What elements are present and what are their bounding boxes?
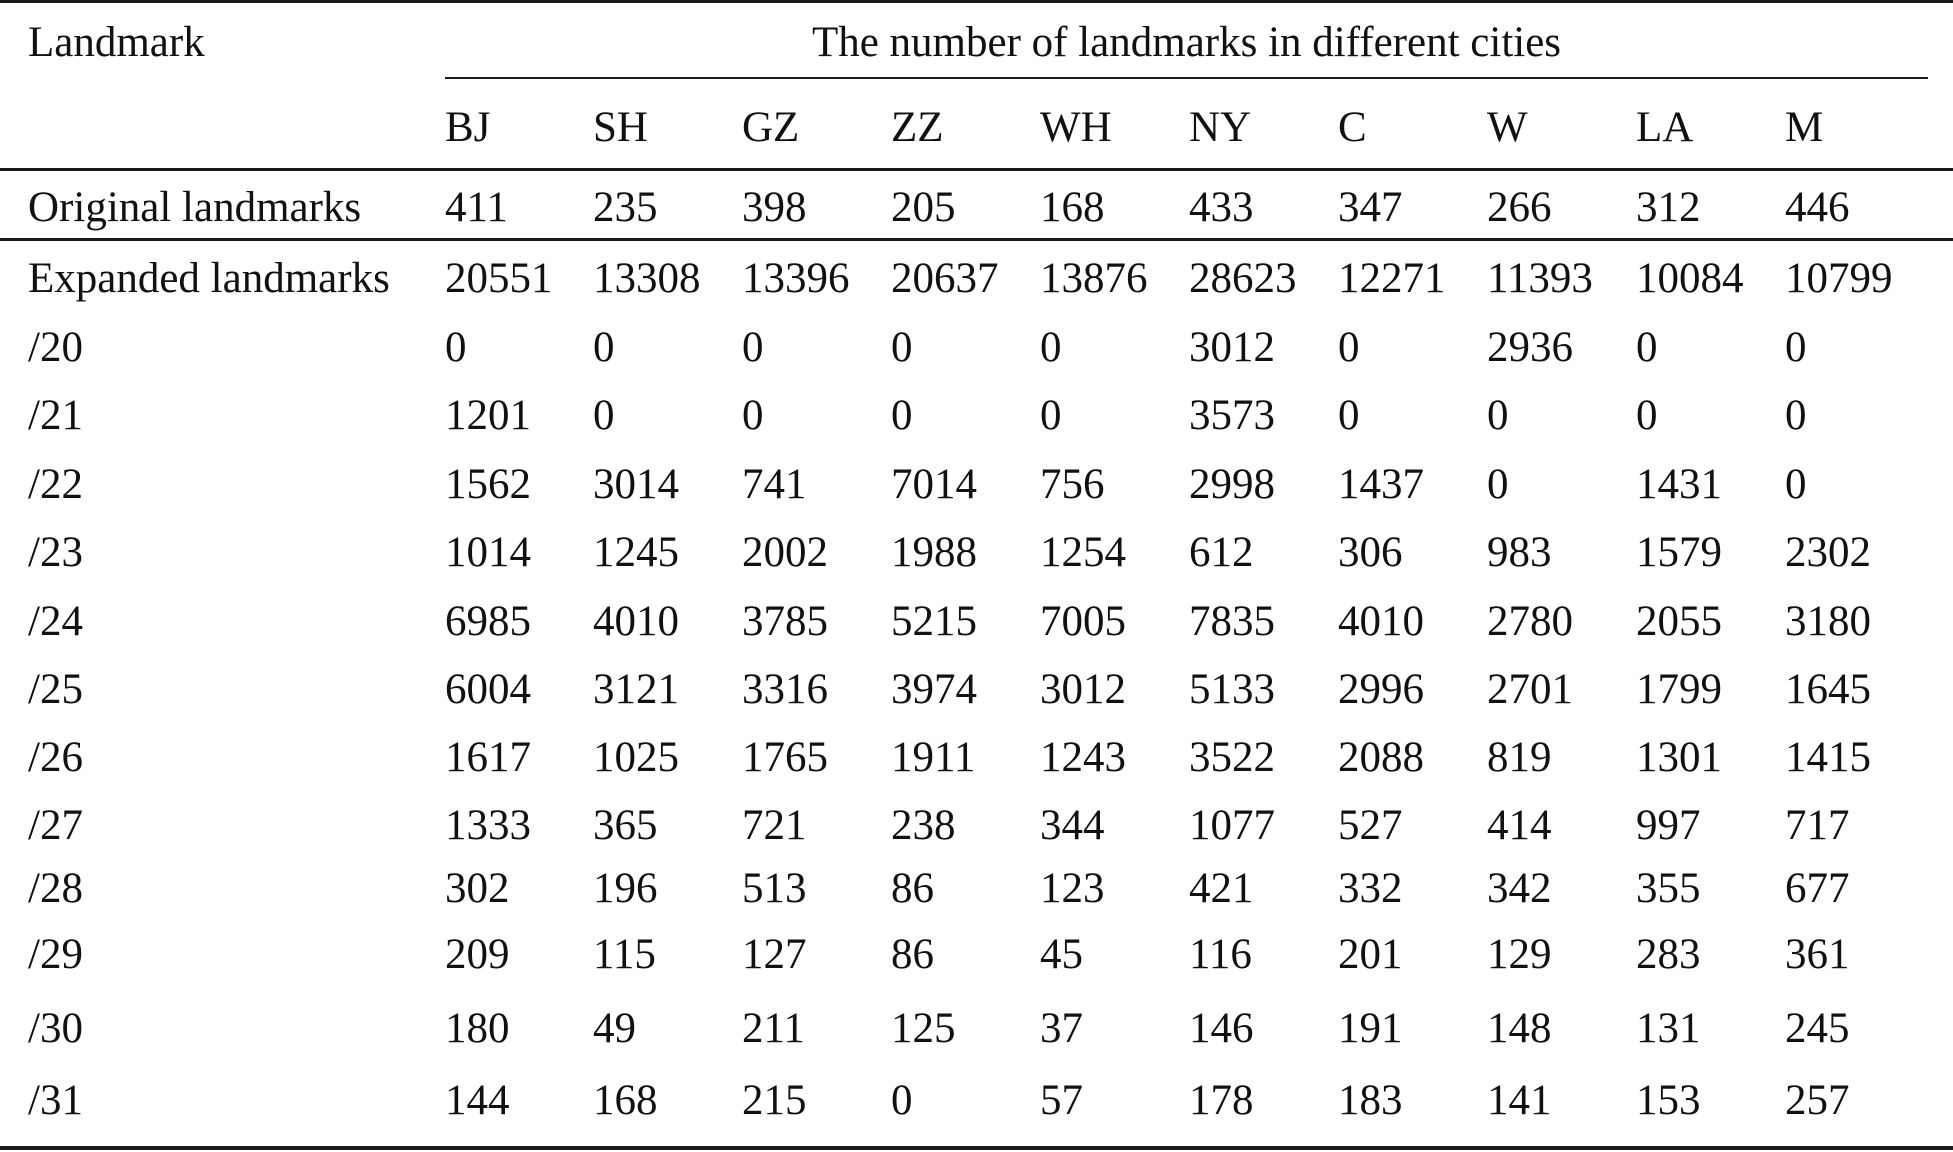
table-cell: 0: [1785, 461, 1807, 508]
table-cell: 3522: [1189, 734, 1275, 781]
table-cell: 144: [445, 1077, 510, 1124]
table-cell: 13396: [742, 255, 850, 302]
table-cell: 20637: [891, 255, 999, 302]
table-cell: 131: [1636, 1005, 1701, 1052]
column-header: WH: [1040, 104, 1112, 151]
table-cell: 1415: [1785, 734, 1871, 781]
table-cell: 1301: [1636, 734, 1722, 781]
table-cell: 266: [1487, 184, 1552, 231]
table-cell: 10084: [1636, 255, 1744, 302]
table-cell: 209: [445, 931, 510, 978]
table-cell: 1431: [1636, 461, 1722, 508]
table-cell: 12271: [1338, 255, 1446, 302]
table-cell: 1562: [445, 461, 531, 508]
row-label: /23: [28, 529, 83, 576]
table-cell: 332: [1338, 865, 1403, 912]
table-cell: 7005: [1040, 598, 1126, 645]
table-cell: 283: [1636, 931, 1701, 978]
table-cell: 3316: [742, 666, 828, 713]
table-cell: 741: [742, 461, 807, 508]
row-label: Expanded landmarks: [28, 255, 390, 302]
table-cell: 997: [1636, 802, 1701, 849]
header-rule: [0, 168, 1953, 171]
table-cell: 13876: [1040, 255, 1148, 302]
table-cell: 235: [593, 184, 658, 231]
table-cell: 1437: [1338, 461, 1424, 508]
column-header: SH: [593, 104, 648, 151]
table-cell: 191: [1338, 1005, 1403, 1052]
table-cell: 1645: [1785, 666, 1871, 713]
table-cell: 306: [1338, 529, 1403, 576]
table-cell: 1201: [445, 392, 531, 439]
table-cell: 2998: [1189, 461, 1275, 508]
table-cell: 302: [445, 865, 510, 912]
table-cell: 3121: [593, 666, 679, 713]
table-cell: 86: [891, 931, 934, 978]
table-cell: 28623: [1189, 255, 1297, 302]
table-cell: 983: [1487, 529, 1552, 576]
table-cell: 86: [891, 865, 934, 912]
table-cell: 3785: [742, 598, 828, 645]
table-cell: 1243: [1040, 734, 1126, 781]
table-cell: 0: [891, 324, 913, 371]
table-cell: 123: [1040, 865, 1105, 912]
table-cell: 37: [1040, 1005, 1083, 1052]
table-cell: 3573: [1189, 392, 1275, 439]
table-cell: 4010: [593, 598, 679, 645]
table-cell: 0: [1040, 392, 1062, 439]
table-cell: 2996: [1338, 666, 1424, 713]
table-cell: 0: [1040, 324, 1062, 371]
table-cell: 129: [1487, 931, 1552, 978]
table-cell: 0: [742, 392, 764, 439]
table-cell: 238: [891, 802, 956, 849]
table-cell: 513: [742, 865, 807, 912]
row-label: /30: [28, 1005, 83, 1052]
table-cell: 1617: [445, 734, 531, 781]
table-cell: 2936: [1487, 324, 1573, 371]
table-cell: 717: [1785, 802, 1850, 849]
table-cell: 168: [593, 1077, 658, 1124]
table-cell: 2780: [1487, 598, 1573, 645]
table-cell: 13308: [593, 255, 701, 302]
table-cell: 0: [593, 324, 615, 371]
table-cell: 2302: [1785, 529, 1871, 576]
table-cell: 3974: [891, 666, 977, 713]
table-cell: 398: [742, 184, 807, 231]
table-cell: 125: [891, 1005, 956, 1052]
table-cell: 141: [1487, 1077, 1552, 1124]
column-header: M: [1785, 104, 1824, 151]
table-cell: 411: [445, 184, 508, 231]
table-cell: 183: [1338, 1077, 1403, 1124]
table-cell: 365: [593, 802, 658, 849]
table-cell: 0: [1338, 324, 1360, 371]
original-row-rule: [0, 238, 1953, 241]
table-cell: 0: [1636, 324, 1658, 371]
table-cell: 0: [593, 392, 615, 439]
row-label: /20: [28, 324, 83, 371]
table-cell: 1799: [1636, 666, 1722, 713]
column-header: NY: [1189, 104, 1252, 151]
table-cell: 0: [1636, 392, 1658, 439]
row-label: /31: [28, 1077, 83, 1124]
table-cell: 1077: [1189, 802, 1275, 849]
table-cell: 146: [1189, 1005, 1254, 1052]
table-cell: 1988: [891, 529, 977, 576]
table-cell: 421: [1189, 865, 1254, 912]
table-cell: 1911: [891, 734, 976, 781]
table-cell: 0: [1487, 392, 1509, 439]
table-cell: 1333: [445, 802, 531, 849]
table-cell: 1765: [742, 734, 828, 781]
table-cell: 2055: [1636, 598, 1722, 645]
column-header: ZZ: [891, 104, 944, 151]
column-header: BJ: [445, 104, 491, 151]
table-cell: 677: [1785, 865, 1850, 912]
table-cell: 527: [1338, 802, 1403, 849]
table-cell: 414: [1487, 802, 1552, 849]
table-cell: 0: [1487, 461, 1509, 508]
column-header: W: [1487, 104, 1528, 151]
column-header: GZ: [742, 104, 800, 151]
table-cell: 3012: [1040, 666, 1126, 713]
table-cell: 1254: [1040, 529, 1126, 576]
table-cell: 721: [742, 802, 807, 849]
table-cell: 819: [1487, 734, 1552, 781]
table-cell: 3180: [1785, 598, 1871, 645]
table-cell: 0: [891, 1077, 913, 1124]
table-cell: 312: [1636, 184, 1701, 231]
table-cell: 57: [1040, 1077, 1083, 1124]
row-label: /22: [28, 461, 83, 508]
table-cell: 1014: [445, 529, 531, 576]
column-header: LA: [1636, 104, 1694, 151]
table-cell: 215: [742, 1077, 807, 1124]
table-cell: 3014: [593, 461, 679, 508]
table-cell: 0: [445, 324, 467, 371]
table-cell: 2701: [1487, 666, 1573, 713]
spanner-header: The number of landmarks in different cities: [811, 19, 1562, 66]
table-cell: 3012: [1189, 324, 1275, 371]
table-cell: 342: [1487, 865, 1552, 912]
table-cell: 1025: [593, 734, 679, 781]
table-cell: 6985: [445, 598, 531, 645]
table-cell: 4010: [1338, 598, 1424, 645]
table-cell: 2088: [1338, 734, 1424, 781]
row-label: /29: [28, 931, 83, 978]
table-cell: 612: [1189, 529, 1254, 576]
row-label: /25: [28, 666, 83, 713]
table-cell: 196: [593, 865, 658, 912]
table-cell: 0: [1338, 392, 1360, 439]
table-cell: 5215: [891, 598, 977, 645]
table-cell: 178: [1189, 1077, 1254, 1124]
table-cell: 361: [1785, 931, 1850, 978]
table-cell: 6004: [445, 666, 531, 713]
column-header: C: [1338, 104, 1367, 151]
row-label: Original landmarks: [28, 184, 362, 231]
table-cell: 0: [1785, 324, 1807, 371]
bottom-rule: [0, 1146, 1953, 1150]
table-cell: 45: [1040, 931, 1083, 978]
row-label: /24: [28, 598, 83, 645]
table-cell: 1245: [593, 529, 679, 576]
table-cell: 180: [445, 1005, 510, 1052]
table-cell: 20551: [445, 255, 553, 302]
table-cell: 433: [1189, 184, 1254, 231]
table-cell: 116: [1189, 931, 1252, 978]
table-cell: 2002: [742, 529, 828, 576]
table-cell: 257: [1785, 1077, 1850, 1124]
table-cell: 168: [1040, 184, 1105, 231]
table-cell: 347: [1338, 184, 1403, 231]
table-cell: 446: [1785, 184, 1850, 231]
table-cell: 49: [593, 1005, 636, 1052]
table-cell: 0: [891, 392, 913, 439]
row-label: /27: [28, 802, 83, 849]
table-cell: 5133: [1189, 666, 1275, 713]
table-cell: 11393: [1487, 255, 1593, 302]
table-cell: 153: [1636, 1077, 1701, 1124]
spanner-rule: [445, 77, 1928, 79]
table-cell: 1579: [1636, 529, 1722, 576]
table-cell: 756: [1040, 461, 1105, 508]
top-rule: [0, 0, 1953, 3]
table-cell: 211: [742, 1005, 805, 1052]
table-cell: 115: [593, 931, 656, 978]
table-cell: 0: [742, 324, 764, 371]
table-cell: 245: [1785, 1005, 1850, 1052]
row-label: /26: [28, 734, 83, 781]
row-label: /28: [28, 865, 83, 912]
table-cell: 7014: [891, 461, 977, 508]
table-cell: 201: [1338, 931, 1403, 978]
row-label: /21: [28, 392, 83, 439]
table-cell: 7835: [1189, 598, 1275, 645]
stub-header: Landmark: [28, 19, 205, 66]
table-cell: 344: [1040, 802, 1105, 849]
table-cell: 10799: [1785, 255, 1893, 302]
table-cell: 148: [1487, 1005, 1552, 1052]
table-cell: 205: [891, 184, 956, 231]
table-cell: 355: [1636, 865, 1701, 912]
table-cell: 0: [1785, 392, 1807, 439]
table-cell: 127: [742, 931, 807, 978]
